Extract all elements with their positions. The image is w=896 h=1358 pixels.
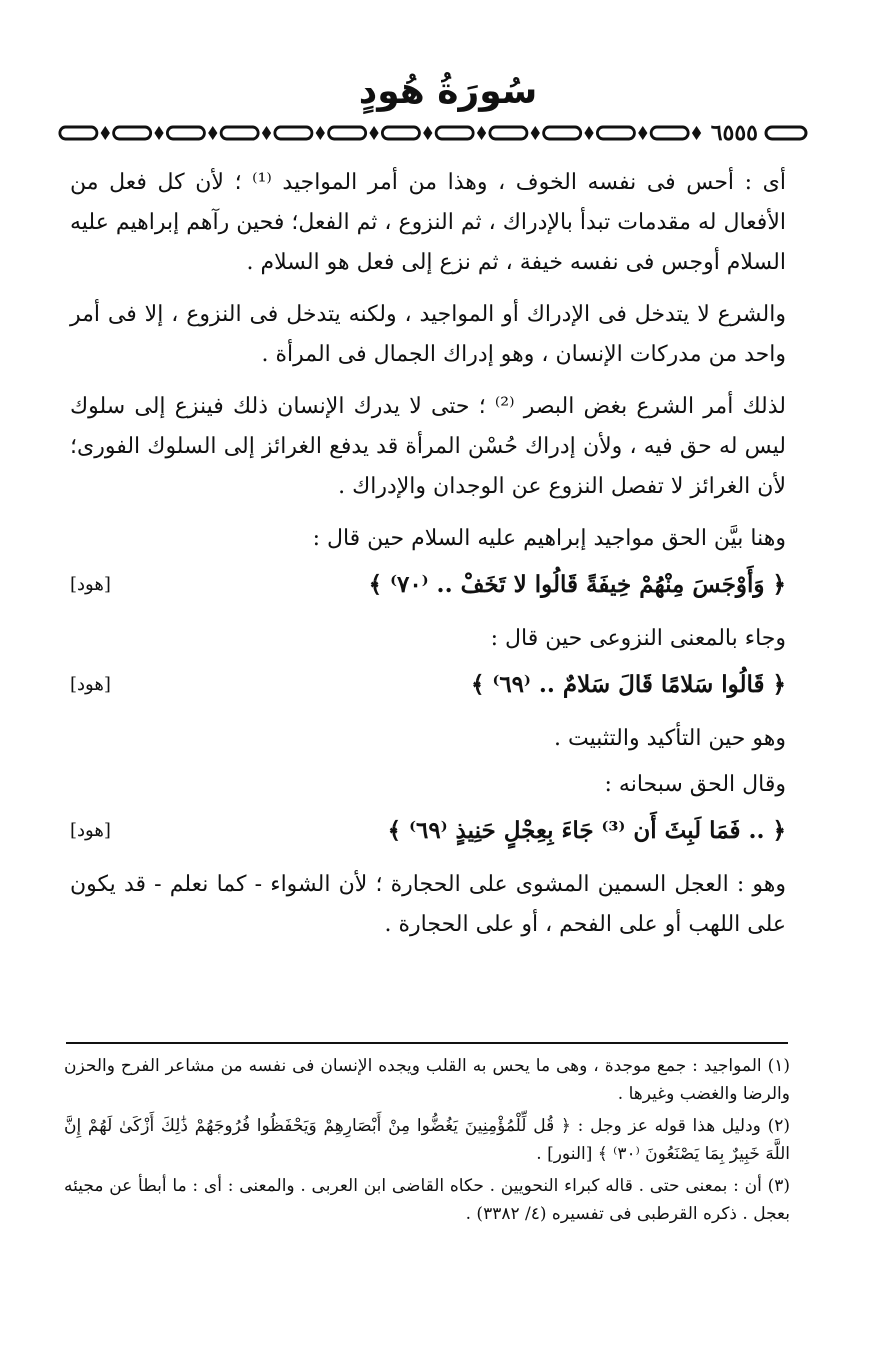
footnote-3: (٣) أن : بمعنى حتى . قاله كبراء النحويين . حكاه القاضى ابن العربى . والمعنى : أى : ما أبطأ عن مجيئه بعجل . ذكره القرطبى فى تفسيره (٤/ ٣٣٨٢) . [64,1176,790,1224]
ornament-end-icon [764,122,810,144]
verse-3-ref: [هود] [70,820,111,841]
paragraph-1: أى : أحس فى نفسه الخوف ، وهذا من أمر المواجيد ⁽¹⁾ ؛ لأن كل فعل من الأفعال له مقدمات تبدأ بالإدراك ، ثم النزوع ، ثم الفعل؛ فحين رآهم إبراهيم عليه السلام أوجس فى نفسه خيفة ، ثم نزع إلى فعل هو السلام . [70,170,786,275]
paragraph-5: وجاء بالمعنى النزوعى حين قال : [490,626,786,651]
header-border [58,122,810,144]
footnote-1: (١) المواجيد : جمع موجدة ، وهى ما يحس به القلب ويجده الإنسان فى نفسه من مشاعر الفرح والحزن والرضا والغضب وغيرها . [64,1056,790,1104]
ornament-border-icon [58,122,707,144]
verse-2-ref: [هود] [70,674,111,695]
verse-2-line [70,665,786,709]
paragraph-6: وهو حين التأكيد والتثبيت . [554,726,786,751]
verse-1-line [70,565,786,609]
footnote-separator [66,1042,788,1044]
footnote-2: (٢) ودليل هذا قوله عز وجل : ﴿ قُل لِّلْمُؤْمِنِينَ يَغُضُّوا مِنْ أَبْصَارِهِمْ وَيَحْفَظُوا فُرُوجَهُمْ ذَٰلِكَ أَزْكَىٰ لَهُمْ إِنَّ اللَّهَ خَبِيرٌ بِمَا يَصْنَعُونَ ⁽٣٠⁾ ﴾ [النور] . [64,1116,790,1164]
verse-1-ref: [هود] [70,574,111,595]
verse-3: ﴿ .. فَمَا لَبِثَ أَن ⁽³⁾ جَاءَ بِعِجْلٍ حَنِيذٍ ⁽٦٩⁾ ﴾ [387,817,786,844]
footnotes [64,1052,790,1232]
main-text [70,163,786,957]
surah-title: سُورَةُ هُودٍ [358,71,538,112]
paragraph-7: وقال الحق سبحانه : [604,772,786,797]
page-number: ٦٥٥٥ [710,120,758,146]
verse-3-line [70,811,786,855]
paragraph-3: لذلك أمر الشرع بغض البصر ⁽²⁾ ؛ حتى لا يدرك الإنسان ذلك فينزع إلى سلوك ليس له حق فيه ، ولأن إدراك حُسْن المرأة قد يدفع الغرائز إلى السلوك الفورى؛ لأن الغرائز لا تفصل النزوع عن الوجدان والإدراك . [70,394,786,499]
paragraph-8: وهو : العجل السمين المشوى على الحجارة ؛ لأن الشواء - كما نعلم - قد يكون على اللهب أو على الفحم ، أو على الحجارة . [70,872,786,937]
paragraph-4: وهنا بيَّن الحق مواجيد إبراهيم عليه السلام حين قال : [312,526,786,551]
verse-2: ﴿ قَالُوا سَلامًا قَالَ سَلامٌ .. ⁽٦٩⁾ ﴾ [470,671,786,698]
paragraph-2: والشرع لا يتدخل فى الإدراك أو المواجيد ، ولكنه يتدخل فى النزوع ، إلا فى أمر واحد من مدركات الإنسان ، وهو إدراك الجمال فى المرأة . [70,302,786,367]
verse-1: ﴿ وَأَوْجَسَ مِنْهُمْ خِيفَةً قَالُوا لا تَخَفْ .. ⁽٧٠⁾ ﴾ [368,571,786,598]
